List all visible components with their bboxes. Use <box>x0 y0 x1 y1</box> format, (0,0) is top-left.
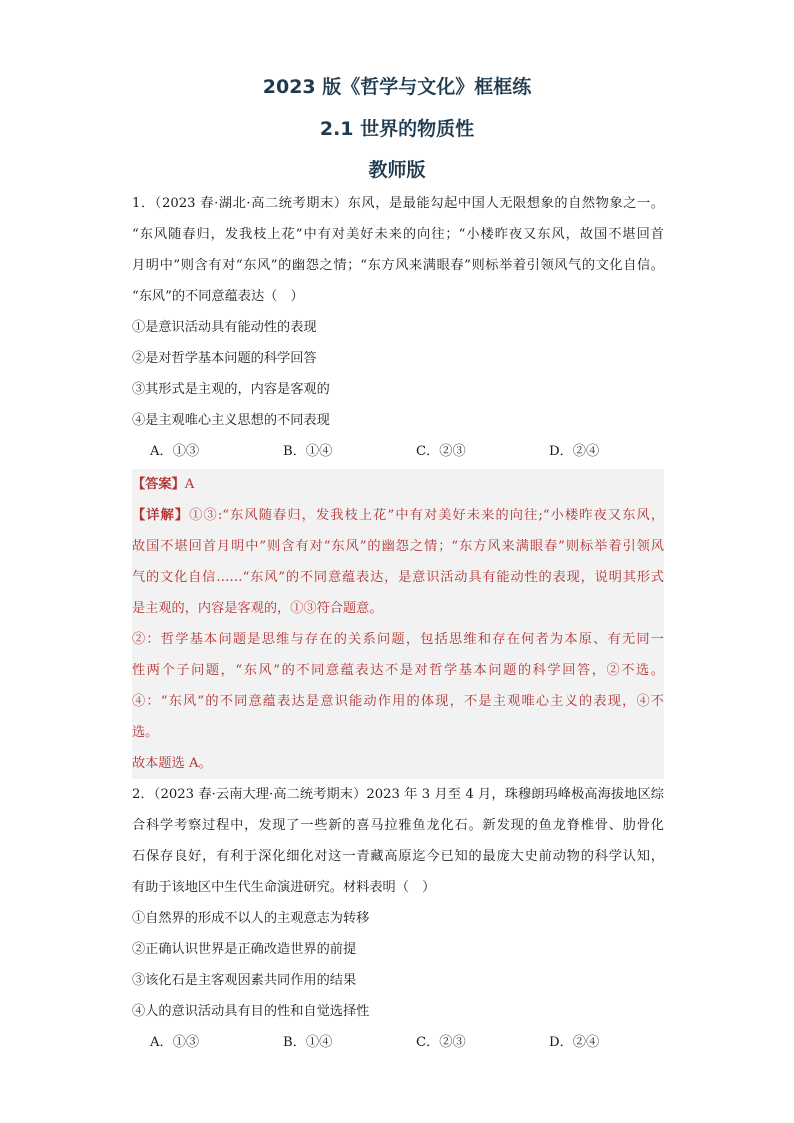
conclusion-line: 故本题选 A。 <box>132 756 212 771</box>
question-stem-line: “东风”的不同意蕴表达（ ） <box>132 289 304 304</box>
question-stem-line: 合科学考察过程中，发现了一些新的喜马拉雅鱼龙化石。新发现的鱼龙脊椎骨、肋骨化 <box>132 818 664 833</box>
edition-label: 教师版 <box>368 159 426 181</box>
detail-line: 是主观的，内容是客观的，①③符合题意。 <box>132 601 383 616</box>
document-body <box>132 188 664 1058</box>
question-stem-line: 月明中”则含有对“东风”的幽怨之情；“东方风来满眼春”则标举着引领风气的文化自信。 <box>132 258 664 273</box>
statement: ③其形式是主观的，内容是客观的 <box>132 382 330 397</box>
question-stem-line: 有助于该地区中生代生命演进研究。材料表明（ ） <box>132 880 436 895</box>
option-b: B．①④ <box>283 1035 333 1050</box>
question-stem-line: 2．（2023 春·云南大理·高二统考期末）2023 年 3 月至 4 月，珠穆朗玛峰极高海拔地区综 <box>132 787 664 802</box>
answer-value: A <box>184 477 195 492</box>
detail-text: ①③:“东风随春归，发我枝上花”中有对美好未来的向往;“小楼昨夜又东风， <box>189 508 664 523</box>
statement: ③该化石是主客观因素共同作用的结果 <box>132 973 357 988</box>
answer-options <box>132 1027 664 1058</box>
option-c: C．②③ <box>416 1035 466 1050</box>
statement: ①是意识活动具有能动性的表现 <box>132 320 317 335</box>
question-1 <box>132 188 664 467</box>
statement: ④是主观唯心主义思想的不同表现 <box>132 413 330 428</box>
statement: ①自然界的形成不以人的主观意志为转移 <box>132 911 370 926</box>
detail-line: 故国不堪回首月明中”则含有对“东风”的幽怨之情；“东方风来满眼春”则标举着引领风 <box>132 539 664 554</box>
answer-tag: 【答案】 <box>132 477 185 492</box>
question-stem-line: 石保存良好，有利于深化细化对这一青藏高原迄今已知的最庞大史前动物的科学认知， <box>132 849 664 864</box>
option-d: D．②④ <box>549 444 600 459</box>
detail-line: 性两个子问题，“东风”的不同意蕴表达不是对哲学基本问题的科学回答，②不选。 <box>132 663 664 678</box>
answer-line <box>132 469 664 500</box>
option-d: D．②④ <box>549 1035 600 1050</box>
option-a: A．①③ <box>150 1035 200 1050</box>
detail-line: ②：哲学基本问题是思维与存在的关系问题，包括思维和存在何者为本原、有无同一 <box>132 632 664 647</box>
statement: ②正确认识世界是正确改造世界的前提 <box>132 942 357 957</box>
section-title: 2.1 世界的物质性 <box>319 118 475 140</box>
option-c: C．②③ <box>416 444 466 459</box>
detail-line: 选。 <box>132 725 159 740</box>
question-2 <box>132 779 664 1058</box>
statement: ④人的意识活动具有目的性和自觉选择性 <box>132 1004 370 1019</box>
detail-tag: 【详解】 <box>132 508 190 523</box>
detail-line: 气的文化自信……“东风”的不同意蕴表达，是意识活动具有能动性的表现，说明其形式 <box>132 570 664 585</box>
question-stem-line: 1．（2023 春·湖北·高二统考期末）东风，是最能勾起中国人无限想象的自然物象之一。 <box>132 196 664 211</box>
statement: ②是对哲学基本问题的科学回答 <box>132 351 317 366</box>
answer-explanation-block <box>132 469 664 779</box>
option-b: B．①④ <box>283 444 333 459</box>
detail-line: ④：“东风”的不同意蕴表达是意识能动作用的体现，不是主观唯心主义的表现，④不 <box>132 694 664 709</box>
question-stem-line: “东风随春归，发我枝上花”中有对美好未来的向往；“小楼昨夜又东风，故国不堪回首 <box>132 227 664 242</box>
answer-options <box>132 436 664 467</box>
page-title: 2023 版《哲学与文化》框框练 <box>262 76 532 98</box>
option-a: A．①③ <box>150 444 200 459</box>
detail-line <box>132 500 664 531</box>
